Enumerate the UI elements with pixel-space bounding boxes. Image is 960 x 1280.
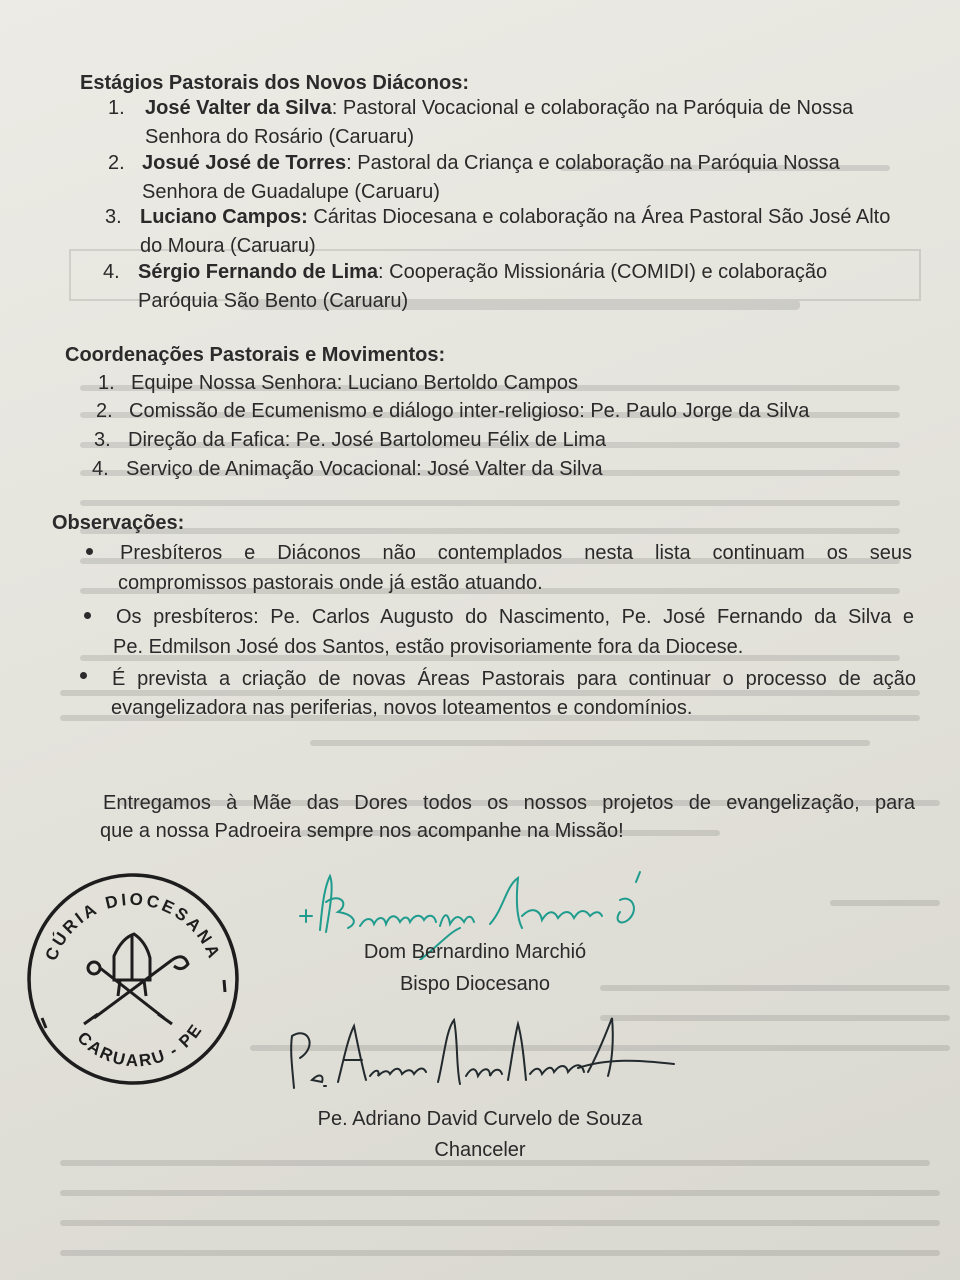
item-description: : Pastoral Vocacional e colaboração na Paróquia de Nossa — [331, 97, 854, 119]
bullet-dot — [86, 548, 93, 555]
item-line — [138, 258, 827, 286]
chancellor-signature — [278, 1010, 678, 1098]
item-line-2: compromissos pastorais onde já estão atuando. — [118, 572, 543, 594]
item-line-2: Senhora de Guadalupe (Caruaru) — [142, 181, 440, 203]
item-line: É prevista a criação de novas Áreas Pastorais para continuar o processo de ação — [112, 668, 916, 690]
item-line — [145, 94, 853, 122]
item-description: : Pastoral da Criança e colaboração na Paróquia Nossa — [346, 152, 840, 174]
item-description: Cáritas Diocesana e colaboração na Área Pastoral São José Alto — [307, 206, 891, 228]
observacoes-heading: Observações: — [52, 512, 185, 534]
curia-seal — [22, 868, 244, 1090]
item-line-2: Pe. Edmilson José dos Santos, estão provisoriamente fora da Diocese. — [113, 636, 744, 658]
item-line-2: do Moura (Caruaru) — [140, 235, 316, 257]
item-text: Direção da Fafica: Pe. José Bartolomeu Félix de Lima — [128, 429, 606, 451]
item-number: 4. — [103, 261, 120, 283]
deacon-name: José Valter da Silva — [145, 97, 332, 119]
signatory-role: Chanceler — [434, 1139, 526, 1161]
closing-line: Entregamos à Mãe das Dores todos os nossos projetos de evangelização, para — [103, 792, 915, 814]
item-text: Serviço de Animação Vocacional: José Valter da Silva — [126, 458, 603, 480]
signatory-name: Pe. Adriano David Curvelo de Souza — [317, 1108, 643, 1130]
deacon-name: Luciano Campos: — [140, 206, 308, 228]
crossed-keys-icon — [84, 957, 188, 1024]
closing-line-2: que a nossa Padroeira sempre nos acompanhe na Missão! — [100, 820, 624, 842]
bullet-dot — [84, 612, 91, 619]
item-line — [142, 149, 840, 177]
item-line-2: Senhora do Rosário (Caruaru) — [145, 126, 415, 148]
item-number: 3. — [94, 429, 111, 451]
coordenacoes-heading: Coordenações Pastorais e Movimentos: — [65, 344, 446, 366]
svg-text:CARUARU - PE — [74, 1020, 207, 1071]
deacon-name: Josué José de Torres — [142, 152, 347, 174]
item-number: 1. — [108, 97, 125, 119]
bullet-dot — [80, 672, 87, 679]
item-text: Equipe Nossa Senhora: Luciano Bertoldo Campos — [131, 372, 578, 394]
estagios-heading: Estágios Pastorais dos Novos Diáconos: — [80, 72, 469, 94]
item-line-2: Paróquia São Bento (Caruaru) — [138, 290, 409, 312]
item-number: 2. — [96, 400, 113, 422]
item-description: : Cooperação Missionária (COMIDI) e colaboração — [378, 261, 828, 283]
item-line — [140, 203, 890, 231]
deacon-name: Sérgio Fernando de Lima — [138, 261, 379, 283]
seal-top-text: CÚRIA DIOCESANA — [41, 889, 225, 964]
item-number: 4. — [92, 458, 109, 480]
signatory-name: Dom Bernardino Marchió — [363, 941, 587, 963]
item-line: Presbíteros e Diáconos não contemplados nesta lista continuam os seus — [120, 542, 912, 564]
item-number: 1. — [98, 372, 115, 394]
item-line-2: evangelizadora nas periferias, novos loteamentos e condomínios. — [111, 697, 693, 719]
mitre-icon — [114, 934, 150, 996]
seal-bottom-text: CARUARU - PE — [73, 1019, 207, 1071]
signatory-role: Bispo Diocesano — [399, 973, 551, 995]
item-number: 2. — [108, 152, 125, 174]
item-text: Comissão de Ecumenismo e diálogo inter-religioso: Pe. Paulo Jorge da Silva — [129, 400, 810, 422]
item-line: Os presbíteros: Pe. Carlos Augusto do Nascimento, Pe. José Fernando da Silva e — [116, 606, 914, 628]
item-number: 3. — [105, 206, 122, 228]
